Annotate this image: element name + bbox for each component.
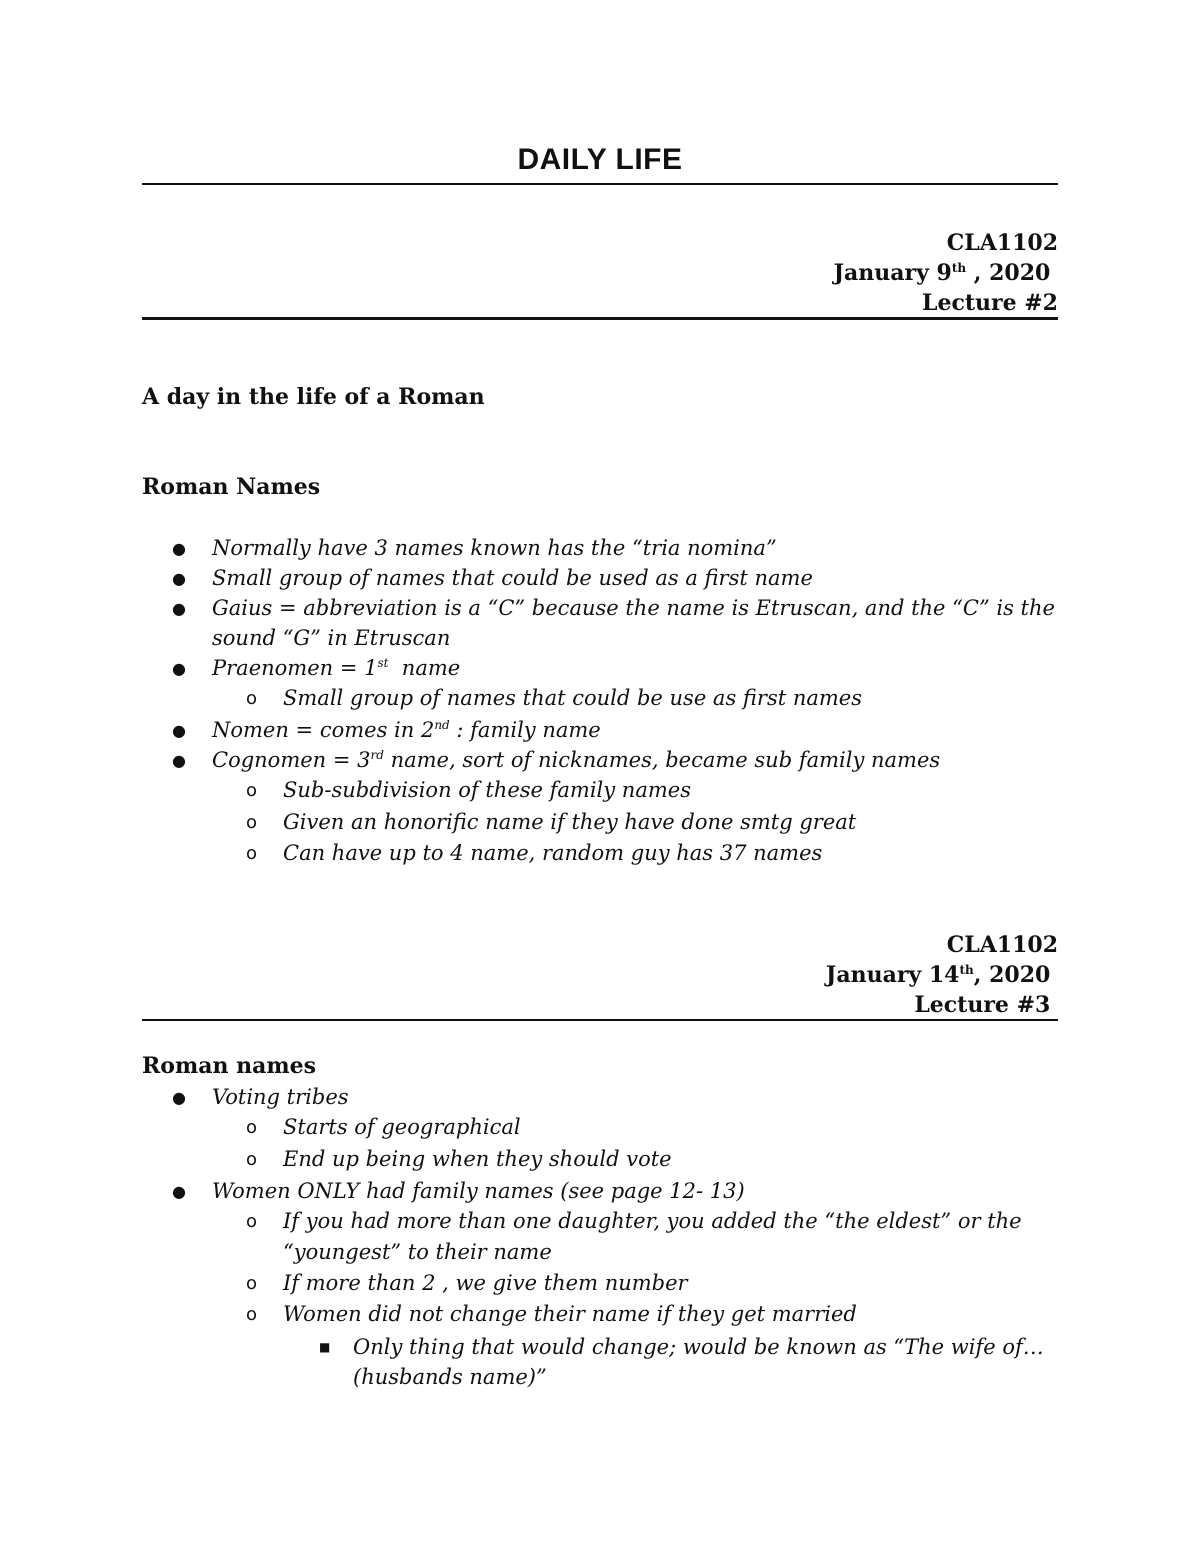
sub-bullet-icon: o bbox=[246, 1304, 258, 1325]
sub-bullet-icon: o bbox=[246, 1273, 258, 1294]
sub-list-item: End up being when they should vote bbox=[283, 1147, 672, 1171]
lecture3-course: CLA1102 bbox=[946, 932, 1058, 958]
list-item-praenomen: Praenomen = 1st name bbox=[212, 656, 461, 680]
sub-list-item: Can have up to 4 name, random guy has 37 names bbox=[283, 841, 823, 865]
list-item-continuation: sound “G” in Etruscan bbox=[212, 626, 451, 650]
document-title: DAILY LIFE bbox=[517, 143, 683, 176]
section-heading-roman-names: Roman Names bbox=[142, 474, 321, 500]
list-item-nomen: Nomen = comes in 2nd : family name bbox=[212, 718, 601, 742]
list-item: Small group of names that could be used as a first name bbox=[212, 566, 813, 590]
bullet-icon: ● bbox=[172, 539, 186, 558]
lecture2-header bbox=[834, 228, 1058, 318]
list-item: Voting tribes bbox=[212, 1085, 349, 1109]
sub-list-item: Starts of geographical bbox=[283, 1115, 521, 1139]
sub-bullet-icon: o bbox=[246, 688, 258, 709]
bullet-icon: ● bbox=[172, 659, 186, 678]
list-item: Women ONLY had family names (see page 12- 13) bbox=[212, 1179, 745, 1203]
sub-bullet-icon: o bbox=[246, 780, 258, 801]
sub-bullet-icon: o bbox=[246, 1149, 258, 1170]
sub-list-item: Given an honorific name if they have done smtg great bbox=[283, 810, 857, 834]
sub-bullet-icon: o bbox=[246, 843, 258, 864]
bullet-icon: ● bbox=[172, 569, 186, 588]
list-item-cognomen: Cognomen = 3rd name, sort of nicknames, became sub family names bbox=[212, 748, 941, 772]
list-item: Normally have 3 names known has the “tria nomina” bbox=[212, 536, 777, 560]
sub-list-item-continuation: “youngest” to their name bbox=[283, 1240, 552, 1264]
lecture3-divider bbox=[142, 1019, 1058, 1021]
bullet-icon: ● bbox=[172, 721, 186, 740]
section-heading-roman-names-2: Roman names bbox=[142, 1053, 317, 1079]
bullet-icon: ● bbox=[172, 751, 186, 770]
sub-bullet-icon: o bbox=[246, 1117, 258, 1138]
sub-list-item: Sub-subdivision of these family names bbox=[283, 778, 691, 802]
lecture3-header bbox=[826, 930, 1058, 1020]
sub-bullet-icon: o bbox=[246, 812, 258, 833]
lecture3-date: January 14th, 2020 bbox=[825, 962, 1051, 988]
title-divider bbox=[142, 183, 1058, 185]
bullet-icon: ● bbox=[172, 1088, 186, 1107]
sub-list-item: If more than 2 , we give them number bbox=[283, 1271, 688, 1295]
bullet-icon: ● bbox=[172, 1182, 186, 1201]
sub-sub-list-item: Only thing that would change; would be known as “The wife of… bbox=[353, 1335, 1044, 1359]
sub-sub-list-item-continuation: (husbands name)” bbox=[353, 1365, 547, 1389]
sub-list-item: If you had more than one daughter, you added the “the eldest” or the bbox=[283, 1209, 1022, 1233]
bullet-icon: ● bbox=[172, 599, 186, 618]
sub-list-item: Women did not change their name if they get married bbox=[283, 1302, 857, 1326]
lecture2-course: CLA1102 bbox=[946, 230, 1058, 256]
lecture2-number: Lecture #2 bbox=[921, 290, 1058, 316]
section-heading-intro: A day in the life of a Roman bbox=[142, 384, 485, 410]
lecture2-date: January 9th , 2020 bbox=[833, 260, 1051, 286]
list-item: Gaius = abbreviation is a “C” because the name is Etruscan, and the “C” is the bbox=[212, 596, 1055, 620]
sub-list-item: Small group of names that could be use as first names bbox=[283, 686, 863, 710]
sub-bullet-icon: o bbox=[246, 1211, 258, 1232]
lecture3-number: Lecture #3 bbox=[914, 992, 1051, 1018]
square-bullet-icon: ■ bbox=[319, 1340, 331, 1354]
lecture2-divider bbox=[142, 317, 1058, 320]
